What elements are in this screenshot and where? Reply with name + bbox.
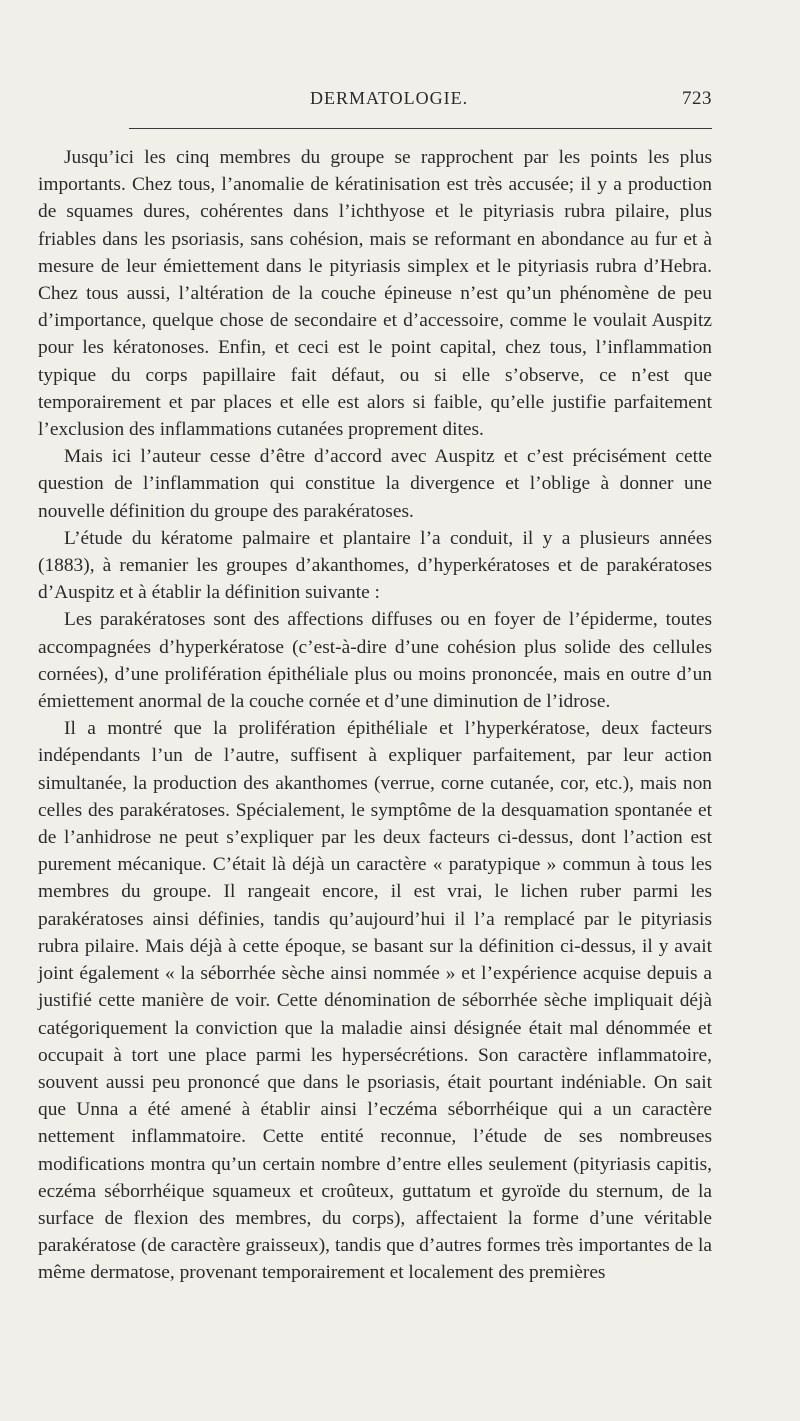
body-text [38, 144, 712, 1287]
paragraph: Il a montré que la prolifération épithéliale et l’hyperkératose, deux facteurs indépendants l’un de l’autre, suffisent à expliquer parfaitement, par leur action simultanée, la production des akanthomes (verrue, corne cutanée, cor, etc.), mais non celles des parakératoses. Spécialement, le symptôme de la desquamation spontanée et de l’anhidrose ne peut s’expliquer par les deux facteurs ci-dessus, dont l’action est purement mécanique. C’était là déjà un caractère « paratypique » commun à tous les membres du groupe. Il rangeait encore, il est vrai, le lichen ruber parmi les parakératoses ainsi définies, tandis qu’aujourd’hui il l’a remplacé par le pityriasis rubra pilaire. Mais déjà à cette époque, se basant sur la définition ci-dessus, il y avait joint également « la séborrhée sèche ainsi nommée » et l’expérience acquise depuis a justifié cette manière de voir. Cette dénomination de séborrhée sèche impliquait déjà catégoriquement la conviction que la maladie ainsi désignée était mal dénommée et occupait à tort une place parmi les hypersécrétions. Son caractère inflammatoire, souvent aussi peu prononcé que dans le psoriasis, était pourtant indéniable. On sait que Unna a été amené à établir ainsi l’eczéma séborrhéique qui a un caractère nettement inflammatoire. Cette entité reconnue, l’étude de ses nombreuses modifications montra qu’un certain nombre d’entre elles seulement (pityriasis capitis, eczéma séborrhéique squameux et croûteux, guttatum et gyroïde du sternum, de la surface de flexion des membres, du corps), affectaient la forme d’une véritable parakératose (de caractère graisseux), tandis que d’autres formes très importantes de la même dermatose, provenant temporairement et localement des premières [38, 718, 712, 1284]
paragraph: Mais ici l’auteur cesse d’être d’accord avec Auspitz et c’est précisément cette question de l’inflammation qui constitue la divergence et l’oblige à donner une nouvelle définition du groupe des parakératoses. [38, 446, 712, 522]
page-header [37, 86, 712, 116]
paragraph: Jusqu’ici les cinq membres du groupe se rapprochent par les points les plus importants. Chez tous, l’anomalie de kératinisation est très accusée; il y a production de squames dures, cohérentes dans l’ichthyose et le pityriasis rubra pilaire, plus friables dans les psoriasis, sans cohésion, mais se reformant en abondance au fur et à mesure de leur émiettement dans le pityriasis simplex et le pityriasis rubra d’Hebra. Chez tous aussi, l’altération de la couche épineuse n’est qu’un phénomène de peu d’importance, quelque chose de secondaire et d’accessoire, comme le voulait Auspitz pour les kératonoses. Enfin, et ceci est le point capital, chez tous, l’inflammation typique du corps papillaire fait défaut, ou si elle s’observe, ce n’est que temporairement et par places et elle est alors si faible, qu’elle justifie parfaitement l’exclusion des inflammations cutanées proprement dites. [38, 147, 712, 441]
header-rule [129, 128, 712, 129]
paragraph: Les parakératoses sont des affections diffuses ou en foyer de l’épiderme, toutes accompagnées d’hyperkératose (c’est-à-dire d’une cohésion plus solide des cellules cornées), d’une prolifération épithéliale plus ou moins prononcée, mais en outre d’un émiettement anormal de la couche cornée et d’une diminution de l’idrose. [38, 609, 712, 713]
running-head: DERMATOLOGIE. [310, 88, 469, 108]
paragraph: L’étude du kératome palmaire et plantaire l’a conduit, il y a plusieurs années (1883), à remanier les groupes d’akanthomes, d’hyperkératoses et de parakératoses d’Auspitz et à établir la définition suivante : [38, 527, 712, 604]
page-number: 723 [682, 88, 712, 109]
